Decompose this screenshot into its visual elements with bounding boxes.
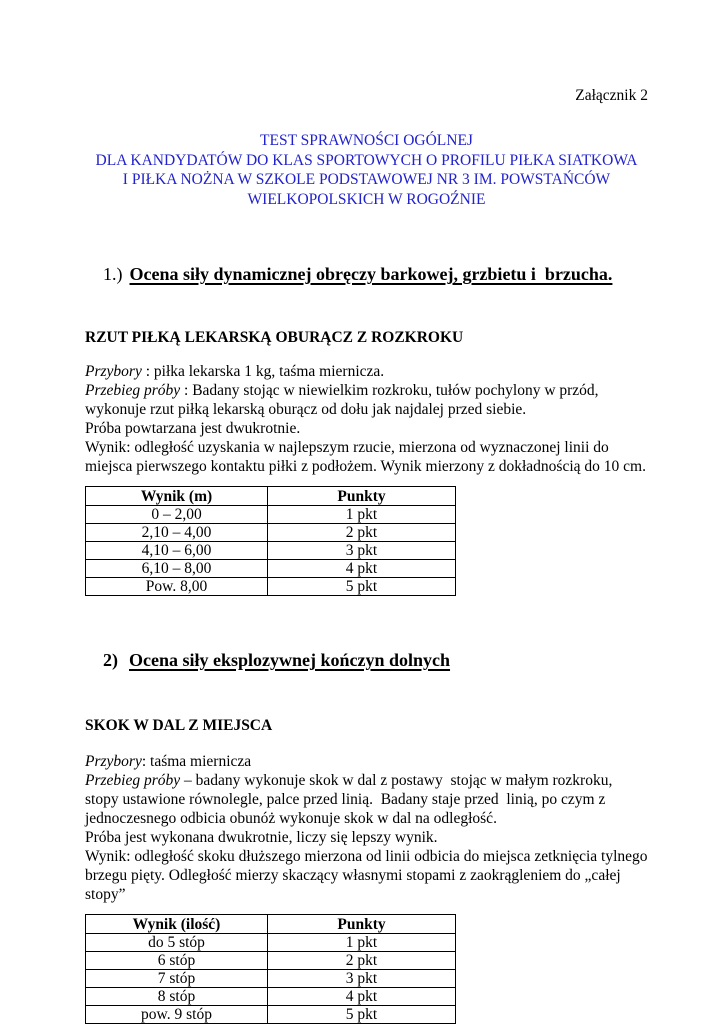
points-cell: 3 pkt [268, 970, 456, 988]
title-line-1: TEST SPRAWNOŚCI OGÓLNEJ [260, 132, 473, 149]
result-cell: 7 stóp [86, 970, 268, 988]
table-row [86, 506, 456, 524]
paragraph-lead: Przybory [85, 753, 142, 770]
section1-heading [85, 240, 648, 309]
scoring-table-jump [85, 914, 456, 1024]
result-cell: 2,10 – 4,00 [86, 524, 268, 542]
document-title-block [85, 131, 648, 209]
result-cell: 8 stóp [86, 988, 268, 1006]
table-header-points: Punkty [268, 915, 456, 934]
points-cell: 3 pkt [268, 542, 456, 560]
paragraph-line [85, 419, 648, 438]
attachment-label: Załącznik 2 [575, 87, 648, 104]
paragraph-line [85, 828, 648, 847]
points-cell: 1 pkt [268, 934, 456, 952]
table-header-row [86, 915, 456, 934]
paragraph-lead: Przebieg próby [85, 772, 181, 789]
paragraph-lead: Przybory [85, 363, 142, 380]
section-gap [85, 596, 648, 626]
table-row [86, 524, 456, 542]
section2-subheading: SKOK W DAL Z MIEJSCA [85, 717, 273, 734]
table-header-points: Punkty [268, 487, 456, 506]
scoring-table-throw [85, 486, 456, 596]
points-cell: 4 pkt [268, 988, 456, 1006]
result-cell: Pow. 8,00 [86, 578, 268, 596]
paragraph-line [85, 752, 648, 771]
section1-description [85, 362, 648, 476]
title-line-4: WIELKOPOLSKICH W ROGOŹNIE [247, 190, 486, 208]
title-line-3: I PIŁKA NOŻNA W SZKOLE PODSTAWOWEJ NR 3 IM. POWSTAŃCÓW [122, 171, 611, 188]
points-cell: 4 pkt [268, 560, 456, 578]
paragraph-text: : Badany stojąc w niewielkim rozkroku, tułów pochylony w przód, wykonuje rzut piłką lekarską oburącz od dołu jak najdalej przed siebie. [85, 382, 607, 418]
section1-subheading: RZUT PIŁKĄ LEKARSKĄ OBURĄCZ Z ROZKROKU [85, 329, 464, 346]
table-row [86, 1006, 456, 1024]
section1-number: 1.) [103, 264, 123, 284]
paragraph-line [85, 847, 652, 904]
paragraph-text: Wynik: odległość skoku dłuższego mierzona od linii odbicia do miejsca zetknięcia tylnego brzegu pięty. Odległość mierzy skaczący własnymi stopami z zaokrągleniem do „całej stopy” [85, 848, 652, 903]
paragraph-line [85, 771, 648, 828]
table-header-row [86, 487, 456, 506]
section2-title: Ocena siły eksplozywnej kończyn dolnych [129, 650, 451, 670]
paragraph-text: Wynik: odległość uzyskania w najlepszym rzucie, mierzona od wyznaczonej linii do miejsca pierwszego kontaktu piłki z podłożem. Wynik mierzony z dokładnością do 10 cm. [85, 439, 646, 475]
result-cell: pow. 9 stóp [86, 1006, 268, 1024]
points-cell: 2 pkt [268, 952, 456, 970]
table-row [86, 952, 456, 970]
section2-description [85, 752, 652, 904]
table-row [86, 934, 456, 952]
result-cell: 6,10 – 8,00 [86, 560, 268, 578]
paragraph-text: Próba powtarzana jest dwukrotnie. [85, 420, 301, 437]
result-cell: 4,10 – 6,00 [86, 542, 268, 560]
points-cell: 5 pkt [268, 578, 456, 596]
result-cell: 6 stóp [86, 952, 268, 970]
paragraph-text: : piłka lekarska 1 kg, taśma miernicza. [141, 363, 385, 380]
result-cell: 0 – 2,00 [86, 506, 268, 524]
table-row [86, 578, 456, 596]
result-cell: do 5 stóp [86, 934, 268, 952]
paragraph-text: : taśma miernicza [141, 753, 252, 770]
title-line-2: DLA KANDYDATÓW DO KLAS SPORTOWYCH O PROFILU PIŁKA SIATKOWA [95, 151, 638, 169]
points-cell: 2 pkt [268, 524, 456, 542]
paragraph-text: Próba jest wykonana dwukrotnie, liczy się lepszy wynik. [85, 829, 438, 846]
paragraph-line [85, 381, 648, 419]
paragraph-line [85, 362, 648, 381]
paragraph-text: – badany wykonuje skok w dal z postawy stojąc w małym rozkroku, stopy ustawione równolegle, palce przed linią. Badany staje przed linią, po czym z jednoczesnego odbicia obunóż wykonuje skok w dal na odległość. [85, 772, 617, 827]
paragraph-line [85, 438, 648, 476]
table-row [86, 988, 456, 1006]
paragraph-lead: Przebieg próby [85, 382, 181, 399]
table-row [86, 560, 456, 578]
section1-title: Ocena siły dynamicznej obręczy barkowej, grzbietu i brzucha. [129, 264, 613, 284]
section2-heading [85, 626, 648, 695]
table-row [86, 542, 456, 560]
points-cell: 1 pkt [268, 506, 456, 524]
section2-number: 2) [103, 650, 118, 670]
table-header-result: Wynik (ilość) [86, 915, 268, 934]
table-row [86, 970, 456, 988]
points-cell: 5 pkt [268, 1006, 456, 1024]
table-header-result: Wynik (m) [86, 487, 268, 506]
